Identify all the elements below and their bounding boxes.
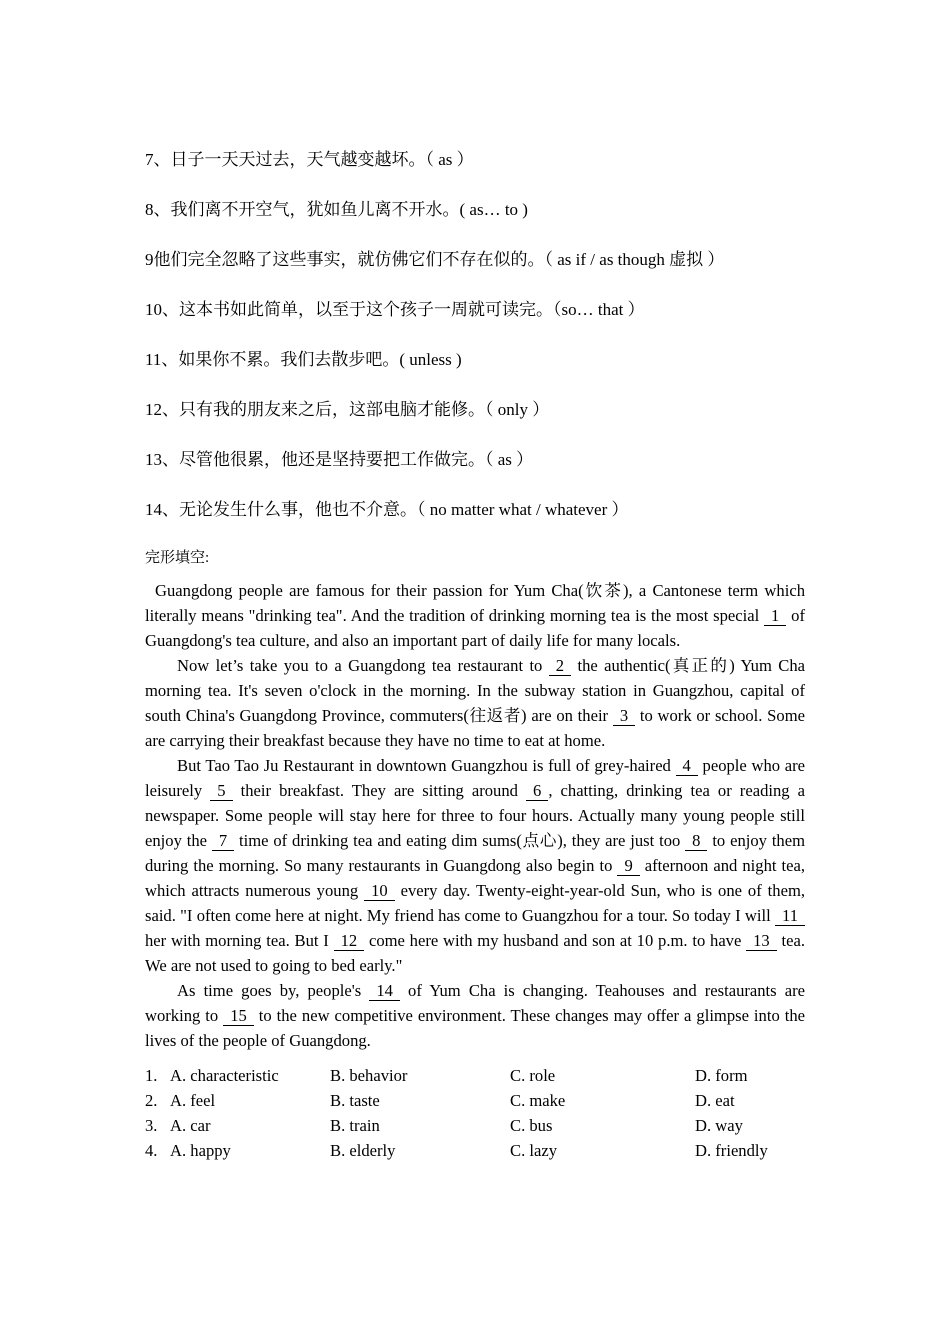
cloze-blank: 8: [685, 831, 707, 851]
option-a: A. characteristic: [170, 1066, 279, 1085]
cloze-blank: 1: [764, 606, 786, 626]
cloze-blank: 12: [334, 931, 365, 951]
cloze-paragraph: As time goes by, people's 14 of Yum Cha is changing. Teahouses and restaurants are working to 15 to the new competitive environment. These changes may offer a glimpse into the lives of the people of Guangdong.: [145, 981, 806, 1050]
cloze-paragraph: Guangdong people are famous for their passion for Yum Cha(饮茶), a Cantonese term which literally means "drinking tea". And the tradition of drinking morning tea is the most special 1 of Guangdong's tea culture, and also an important part of daily life for many locals.: [145, 581, 805, 650]
cloze-blank: 3: [613, 706, 635, 726]
translation-sentence: 12、只有我的朋友来之后，这部电脑才能修。（ only ）: [145, 400, 550, 419]
cloze-blank: 10: [364, 881, 395, 901]
option-b: B. train: [330, 1116, 380, 1135]
option-d: D. eat: [695, 1091, 735, 1110]
cloze-section-heading: 完形填空:: [145, 550, 210, 566]
cloze-paragraph: But Tao Tao Ju Restaurant in downtown Guangzhou is full of grey-haired 4 people who are leisurely 5 their breakfast. They are sitting around 6 , chatting, drinking tea or reading a newspaper. Some people will stay here for three to four hours. Actually many young people still enjoy the 7 time of drinking tea and eating dim sums(点心), they are just too 8 to enjoy them during the morning. So many restaurants in Guangdong also begin to 9 afternoon and night tea, which attracts numerous young 10 every day. Twenty-eight-year-old Sun, who is one of them, said. "I often come here at night. My friend has come to Guangzhou for a tour. So today I will 11 her with morning tea. But I 12 come here with my husband and son at 10 p.m. to have 13 tea. We are not used to going to bed early.": [145, 756, 806, 975]
option-number: 2.: [145, 1091, 158, 1110]
option-number: 1.: [145, 1066, 158, 1085]
option-c: C. lazy: [510, 1141, 558, 1160]
cloze-blank: 2: [549, 656, 571, 676]
cloze-blank: 6: [526, 781, 548, 801]
option-a: A. happy: [170, 1141, 231, 1160]
option-row: [145, 1113, 805, 1138]
option-b: B. elderly: [330, 1141, 396, 1160]
cloze-blank: 11: [775, 906, 805, 926]
cloze-blank: 15: [223, 1006, 254, 1026]
option-b: B. taste: [330, 1091, 380, 1110]
cloze-options: [145, 1063, 805, 1163]
cloze-blank: 7: [212, 831, 234, 851]
translation-sentence: 14、无论发生什么事，他也不介意。（ no matter what / whatever ）: [145, 500, 629, 519]
option-c: C. role: [510, 1066, 556, 1085]
cloze-paragraph: Now let’s take you to a Guangdong tea restaurant to 2 the authentic(真正的) Yum Cha morning tea. It's seven o'clock in the morning. In the subway station in Guangzhou, capital of south China's Guangdong Province, commuters(往返者) are on their 3 to work or school. Some are carrying their breakfast because they have no time to eat at home.: [145, 656, 806, 750]
option-row: [145, 1138, 805, 1163]
cloze-blank: 9: [617, 856, 639, 876]
cloze-blank: 14: [369, 981, 400, 1001]
translation-sentence: 11、如果你不累。我们去散步吧。( unless ): [145, 350, 462, 369]
option-row: [145, 1088, 805, 1113]
cloze-blank: 4: [676, 756, 698, 776]
option-row: [145, 1063, 805, 1088]
option-d: D. friendly: [695, 1141, 768, 1160]
option-d: D. way: [695, 1116, 743, 1135]
cloze-section: [145, 548, 805, 1163]
translation-sentence: 10、这本书如此简单，以至于这个孩子一周就可读完。（so… that ）: [145, 300, 645, 319]
translation-sentence: 8、我们离不开空气，犹如鱼儿离不开水。( as… to ): [145, 200, 528, 219]
option-number: 3.: [145, 1116, 158, 1135]
translation-sentence: 7、日子一天天过去，天气越变越坏。（ as ）: [145, 150, 474, 169]
translation-sentence: 13、尽管他很累，他还是坚持要把工作做完。（ as ）: [145, 450, 534, 469]
cloze-blank: 5: [210, 781, 232, 801]
option-number: 4.: [145, 1141, 158, 1160]
option-c: C. make: [510, 1091, 566, 1110]
option-a: A. car: [170, 1116, 211, 1135]
option-c: C. bus: [510, 1116, 553, 1135]
cloze-blank: 13: [746, 931, 777, 951]
translation-sentence: 9他们完全忽略了这些事实，就仿佛它们不存在似的。（ as if / as though 虚拟 ）: [145, 250, 725, 269]
option-d: D. form: [695, 1066, 748, 1085]
option-a: A. feel: [170, 1091, 216, 1110]
option-b: B. behavior: [330, 1066, 408, 1085]
translation-sentences: [145, 148, 805, 522]
